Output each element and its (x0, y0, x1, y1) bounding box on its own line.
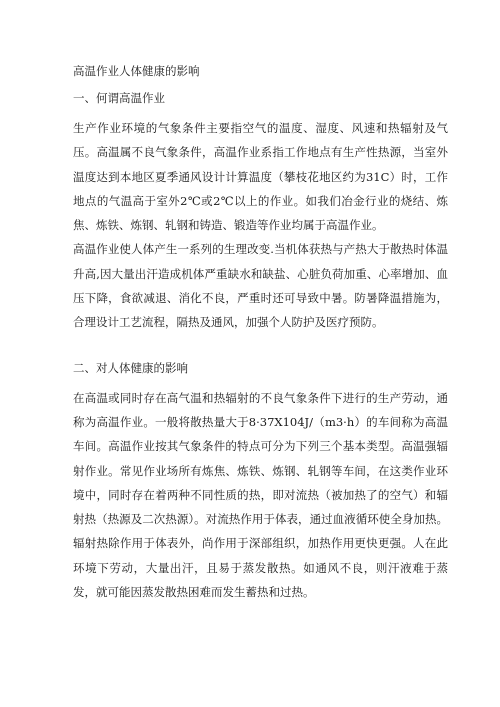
section-2-heading: 二、对人体健康的影响 (73, 360, 188, 375)
section-1-heading: 一、何谓高温作业 (73, 91, 165, 105)
document-title: 高温作业人体健康的影响 (73, 64, 200, 78)
section-2-paragraph-1: 在高温或同时存在高气温和热辐射的不良气象条件下进行的生产劳动，通称为高温作业。一般将散热量大于8·37X104J/（m3·h）的车间称为高温车间。高温作业按其气象条件的特点可分为下列三个基本类型。高温强辐射作业。常见作业场所有炼焦、炼铁、炼钢、轧钢等车间，在这类作业环境中，同时存在着两种不同性质的热，即对流热（被加热了的空气）和辐射热（热源及二次热源）。对流热作用于体表，通过血液循环使全身加热。辐射热除作用于体表外，尚作用于深部组织，加热作用更快更强。人在此环境下劳动，大量出汗，且易于蒸发散热。如通风不良，则汗液难于蒸发，就可能因蒸发散热困难而发生蓄热和过热。 (73, 390, 448, 600)
section-1-paragraph-1: 生产作业环境的气象条件主要指空气的温度、湿度、风速和热辐射及气压。高温属不良气象条件，高温作业系指工作地点有生产性热源，当室外温度达到本地区夏季通风设计计算温度（攀枝花地区约为31C）时，工作地点的气温高于室外2℃或2℃以上的作业。如我们冶金行业的烧结、炼焦、炼铁、炼钢、轧钢和铸造、锻造等作业均属于高温作业。 (73, 121, 448, 233)
section-spacer (73, 335, 448, 359)
section-1-paragraph-2: 高温作业使人体产生一系列的生理改变.当机体获热与产热大于散热时体温升高,因大量出汗造成机体严重缺水和缺盐、心脏负荷加重、心率增加、血压下降，食欲减退、消化不良，严重时还可导致中暑。防暑降温措施为，合理设计工艺流程，隔热及通风，加强个人防护及医疗预防。 (73, 242, 448, 330)
